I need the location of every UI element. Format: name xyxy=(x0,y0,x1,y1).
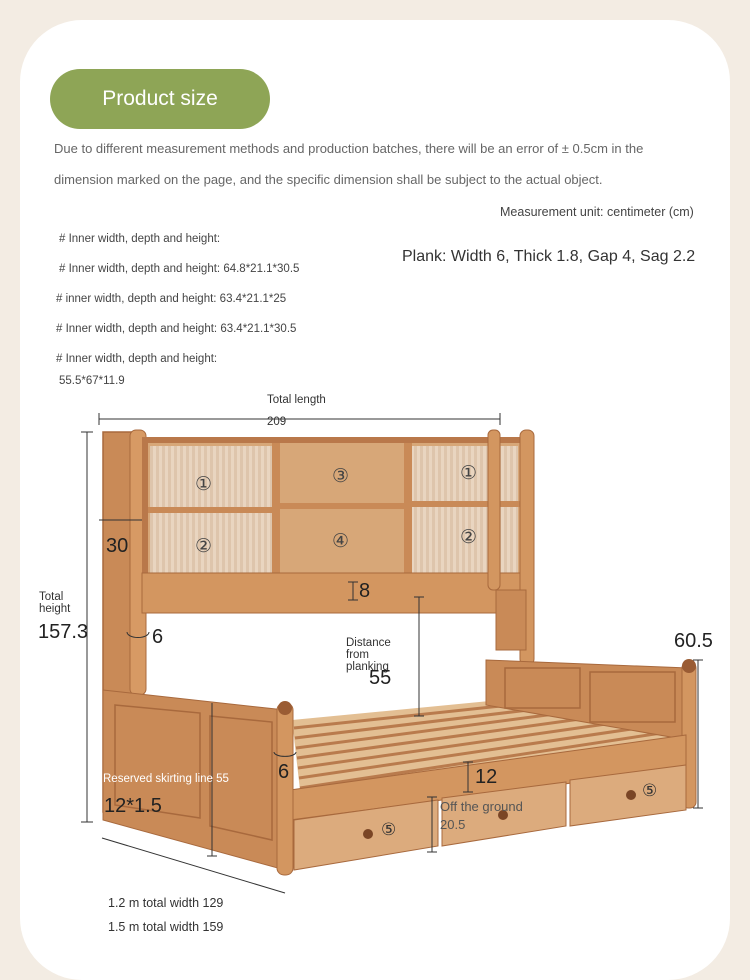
drawer-knob xyxy=(363,829,373,839)
distance-label: from xyxy=(346,649,369,661)
drawer-number: ⑤ xyxy=(381,820,397,839)
disclaimer-line-1: Due to different measurement methods and production batches, there will be an error of ± 0.5cm in the xyxy=(54,141,644,156)
total-length-label: Total length xyxy=(267,394,326,406)
compartment-number: ③ xyxy=(332,466,350,487)
front-corner-post xyxy=(277,703,293,875)
compartment-number: ① xyxy=(195,474,213,495)
spec-line: 55.5*67*11.9 xyxy=(59,375,125,387)
spec-line: # Inner width, depth and height: 63.4*21.1*30.5 xyxy=(56,323,297,335)
total-length-dimension xyxy=(99,413,500,425)
spec-line: # Inner width, depth and height: xyxy=(59,233,221,245)
shelf-board-value: 8 xyxy=(359,580,371,602)
width-1-5m: 1.5 m total width 159 xyxy=(108,920,224,934)
drawer-knob xyxy=(626,790,636,800)
spec-line: # Inner width, depth and height: xyxy=(56,353,218,365)
total-height-label: Total xyxy=(39,591,64,603)
compartment-number: ① xyxy=(460,463,478,484)
width-1-2m: 1.2 m total width 129 xyxy=(108,896,224,910)
drawer-number: ⑤ xyxy=(642,781,658,800)
post-width-value: 6 xyxy=(152,626,164,648)
spec-line: # inner width, depth and height: 63.4*21.1*25 xyxy=(56,293,287,305)
compartment-number: ④ xyxy=(332,531,350,552)
side-rail-value: 12 xyxy=(475,766,498,788)
distance-label: Distance xyxy=(346,637,391,649)
page-title: Product size xyxy=(102,87,218,110)
spec-line: # Inner width, depth and height: 64.8*21.1*30.5 xyxy=(59,263,300,275)
shelf-depth-value: 30 xyxy=(106,535,129,557)
compartment-number: ② xyxy=(195,536,213,557)
plank-spec: Plank: Width 6, Thick 1.8, Gap 4, Sag 2.2 xyxy=(402,248,696,265)
total-length-value: 209 xyxy=(267,416,287,428)
footboard-height-value: 60.5 xyxy=(674,630,713,652)
measurement-unit: Measurement unit: centimeter (cm) xyxy=(500,205,694,219)
total-height-value: 157.3 xyxy=(38,621,89,643)
distance-value: 55 xyxy=(369,667,392,689)
total-height-label: height xyxy=(39,603,71,615)
off-ground-value: 20.5 xyxy=(440,817,466,832)
skirting-value: 12*1.5 xyxy=(104,795,162,817)
disclaimer-line-2: dimension marked on the page, and the specific dimension shall be subject to the actual object. xyxy=(54,172,603,187)
skirting-label: Reserved skirting line 55 xyxy=(103,773,229,785)
off-ground-label: Off the ground xyxy=(440,799,523,814)
compartment-number: ② xyxy=(460,527,478,548)
post-width-value: 6 xyxy=(278,761,290,783)
distance-label: planking xyxy=(346,661,389,673)
